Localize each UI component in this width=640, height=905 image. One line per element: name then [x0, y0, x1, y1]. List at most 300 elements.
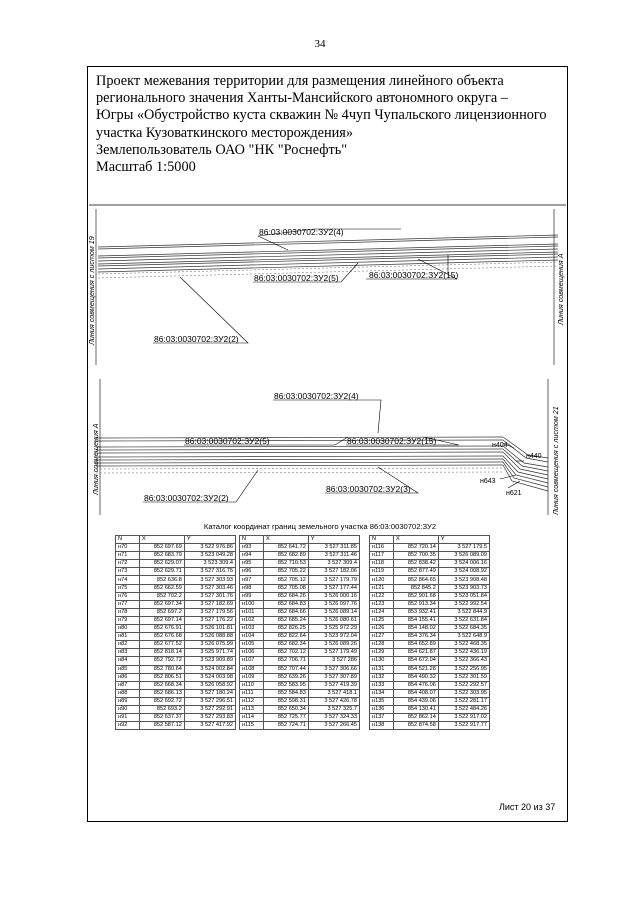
x-coordinate-cell: 852 583.95 [264, 681, 309, 689]
y-coordinate-cell: 3 522 303.95 [438, 689, 489, 697]
x-coordinate-cell: 852 650.34 [264, 705, 309, 713]
catalog-header-row [116, 536, 236, 544]
catalog-header-row [370, 536, 490, 544]
map-bottom [88, 375, 567, 518]
point-label-n621: н621 [506, 490, 522, 497]
table-row [370, 649, 490, 657]
table-row [240, 705, 360, 713]
left-edge-label-a: Линия совмещения А [91, 423, 100, 495]
point-id-cell: н78 [116, 608, 140, 616]
x-coordinate-cell: 852 705.12 [264, 576, 309, 584]
point-id-cell: н92 [116, 722, 140, 730]
point-id-cell: н106 [240, 649, 264, 657]
table-row [116, 714, 236, 722]
y-coordinate-cell: 3 526 101.81 [184, 625, 235, 633]
table-row [240, 592, 360, 600]
point-id-cell: н84 [116, 657, 140, 665]
x-coordinate-cell: 852 684.26 [264, 592, 309, 600]
point-id-cell: н103 [240, 625, 264, 633]
parcel-label-zu2-15: 86:03:0030702:ЗУ2(15) [369, 270, 459, 280]
y-coordinate-cell: 3 522 484.26 [438, 705, 489, 713]
catalog-header-cell: N [240, 536, 264, 544]
sheet-number: Лист 20 из 37 [499, 802, 556, 812]
x-coordinate-cell: 852 826.25 [264, 625, 309, 633]
table-row [240, 714, 360, 722]
y-coordinate-cell: 3 527 419.39 [308, 681, 359, 689]
table-row [240, 600, 360, 608]
point-id-cell: н114 [240, 714, 264, 722]
table-row [116, 625, 236, 633]
x-coordinate-cell: 854 155.41 [394, 616, 439, 624]
table-row [240, 608, 360, 616]
y-coordinate-cell: 3 526 080.61 [308, 616, 359, 624]
point-label-n643: н643 [480, 478, 496, 485]
table-row [370, 560, 490, 568]
catalog-header-row [240, 536, 360, 544]
table-row [116, 544, 236, 552]
table-row [370, 657, 490, 665]
x-coordinate-cell: 854 408.07 [394, 689, 439, 697]
y-coordinate-cell: 3 527 417.92 [184, 722, 235, 730]
x-coordinate-cell: 852 706.71 [264, 657, 309, 665]
parcel-label-zu2-15: 86:03:0030702:ЗУ2(15) [347, 436, 437, 446]
catalog-title: Каталог координат границ земельного участка 86:03:0030702:ЗУ2 [203, 522, 437, 531]
point-id-cell: н87 [116, 681, 140, 689]
x-coordinate-cell: 852 697.2 [140, 608, 185, 616]
y-coordinate-cell: 3 522 631.84 [438, 616, 489, 624]
table-row [116, 673, 236, 681]
y-coordinate-cell: 3 523 909.89 [184, 657, 235, 665]
y-coordinate-cell: 3 527 325.7 [308, 705, 359, 713]
table-row [370, 673, 490, 681]
y-coordinate-cell: 3 522 256.95 [438, 665, 489, 673]
y-coordinate-cell: 3 524 008.92 [438, 568, 489, 576]
y-coordinate-cell: 3 522 844.9 [438, 608, 489, 616]
x-coordinate-cell: 852 822.64 [264, 633, 309, 641]
x-coordinate-cell: 854 439.06 [394, 697, 439, 705]
x-coordinate-cell: 852 641.72 [264, 544, 309, 552]
point-id-cell: н120 [370, 576, 394, 584]
point-id-cell: н109 [240, 673, 264, 681]
y-coordinate-cell: 3 523 049.28 [184, 552, 235, 560]
point-id-cell: н74 [116, 576, 140, 584]
point-label-n440: н440 [526, 453, 542, 460]
point-id-cell: н117 [370, 552, 394, 560]
table-row [240, 560, 360, 568]
table-row [370, 705, 490, 713]
catalog-header-cell: X [140, 536, 185, 544]
x-coordinate-cell: 852 637.37 [140, 714, 185, 722]
table-row [240, 657, 360, 665]
x-coordinate-cell: 852 780.64 [140, 665, 185, 673]
x-coordinate-cell: 854 376.34 [394, 633, 439, 641]
point-id-cell: н86 [116, 673, 140, 681]
y-coordinate-cell: 3 527 179.5 [438, 544, 489, 552]
y-coordinate-cell: 3 527 182.06 [308, 568, 359, 576]
x-coordinate-cell: 852 818.14 [140, 649, 185, 657]
y-coordinate-cell: 3 524 003.98 [184, 673, 235, 681]
table-row [240, 665, 360, 673]
y-coordinate-cell: 3 527 296.51 [184, 697, 235, 705]
x-coordinate-cell: 852 697.14 [140, 616, 185, 624]
point-id-cell: н80 [116, 625, 140, 633]
x-coordinate-cell: 852 587.12 [140, 722, 185, 730]
y-coordinate-cell: 3 527 303.93 [184, 576, 235, 584]
x-coordinate-cell: 852 598.31 [264, 697, 309, 705]
table-row [240, 681, 360, 689]
x-coordinate-cell: 852 692.72 [140, 697, 185, 705]
y-coordinate-cell: 3 526 089.14 [308, 608, 359, 616]
header-line-4: участка Кузоваткинского месторождения» [96, 124, 353, 141]
table-row [370, 633, 490, 641]
x-coordinate-cell: 852 877.49 [394, 568, 439, 576]
y-coordinate-cell: 3 527 179.49 [308, 649, 359, 657]
point-id-cell: н129 [370, 649, 394, 657]
parcel-label-zu2-5: 86:03:0030702:ЗУ2(5) [254, 273, 339, 283]
y-coordinate-cell: 3 524 006.16 [438, 560, 489, 568]
y-coordinate-cell: 3 526 088.88 [184, 633, 235, 641]
catalog-header-cell: Y [438, 536, 489, 544]
point-id-cell: н118 [370, 560, 394, 568]
x-coordinate-cell: 852 838.42 [394, 560, 439, 568]
table-row [116, 722, 236, 730]
table-row [370, 697, 490, 705]
table-row [240, 576, 360, 584]
y-coordinate-cell: 3 522 992.54 [438, 600, 489, 608]
point-id-cell: н96 [240, 568, 264, 576]
table-row [370, 616, 490, 624]
y-coordinate-cell: 3 527 286 [308, 657, 359, 665]
point-id-cell: н104 [240, 633, 264, 641]
x-coordinate-cell: 852 693.2 [140, 705, 185, 713]
point-id-cell: н113 [240, 705, 264, 713]
point-id-cell: н122 [370, 592, 394, 600]
x-coordinate-cell: 852 684.66 [264, 608, 309, 616]
catalog-table-3 [369, 535, 490, 730]
point-id-cell: н107 [240, 657, 264, 665]
x-coordinate-cell: 852 874.58 [394, 722, 439, 730]
table-row [116, 568, 236, 576]
x-coordinate-cell: 852 676.68 [140, 633, 185, 641]
point-id-cell: н128 [370, 641, 394, 649]
point-id-cell: н82 [116, 641, 140, 649]
catalog-table-1 [115, 535, 236, 730]
point-id-cell: н116 [370, 544, 394, 552]
y-coordinate-cell: 3 524 002.84 [184, 665, 235, 673]
table-row [116, 681, 236, 689]
y-coordinate-cell: 3 527 177.44 [308, 584, 359, 592]
table-row [240, 722, 360, 730]
parcel-label-zu2-2: 86:03:0030702:ЗУ2(2) [154, 334, 239, 344]
y-coordinate-cell: 3 527 307.89 [308, 673, 359, 681]
point-id-cell: н83 [116, 649, 140, 657]
point-id-cell: н95 [240, 560, 264, 568]
point-id-cell: н102 [240, 616, 264, 624]
table-row [370, 584, 490, 592]
point-id-cell: н130 [370, 657, 394, 665]
y-coordinate-cell: 3 527 311.46 [308, 552, 359, 560]
x-coordinate-cell: 852 697.34 [140, 600, 185, 608]
table-row [370, 714, 490, 722]
point-id-cell: н77 [116, 600, 140, 608]
x-coordinate-cell: 852 662.59 [140, 584, 185, 592]
y-coordinate-cell: 3 527 311.85 [308, 544, 359, 552]
table-row [116, 560, 236, 568]
table-row [370, 689, 490, 697]
table-row [240, 552, 360, 560]
y-coordinate-cell: 3 527 316.75 [184, 568, 235, 576]
x-coordinate-cell: 854 148.02 [394, 625, 439, 633]
y-coordinate-cell: 3 525 972.29 [308, 625, 359, 633]
point-id-cell: н115 [240, 722, 264, 730]
x-coordinate-cell: 852 705.08 [264, 584, 309, 592]
point-id-cell: н91 [116, 714, 140, 722]
table-row [370, 722, 490, 730]
point-id-cell: н123 [370, 600, 394, 608]
map-top [88, 205, 567, 370]
x-coordinate-cell: 852 792.72 [140, 657, 185, 665]
x-coordinate-cell: 854 490.32 [394, 673, 439, 681]
point-id-cell: н89 [116, 697, 140, 705]
y-coordinate-cell: 3 526 000.16 [308, 592, 359, 600]
scale-line: Масштаб 1:5000 [96, 159, 196, 176]
x-coordinate-cell: 852 700.35 [394, 552, 439, 560]
point-id-cell: н105 [240, 641, 264, 649]
x-coordinate-cell: 852 724.71 [264, 722, 309, 730]
point-id-cell: н71 [116, 552, 140, 560]
point-id-cell: н73 [116, 568, 140, 576]
y-coordinate-cell: 3 527 176.22 [184, 616, 235, 624]
point-id-cell: н88 [116, 689, 140, 697]
table-row [370, 681, 490, 689]
point-id-cell: н94 [240, 552, 264, 560]
table-row [240, 649, 360, 657]
x-coordinate-cell: 852 684.83 [264, 600, 309, 608]
header-line-2: регионального значения Ханты-Мансийского автономного округа – [96, 90, 508, 107]
table-row [116, 576, 236, 584]
y-coordinate-cell: 3 526 089.26 [308, 641, 359, 649]
point-id-cell: н76 [116, 592, 140, 600]
y-coordinate-cell: 3 523 309.4 [184, 560, 235, 568]
point-id-cell: н135 [370, 697, 394, 705]
y-coordinate-cell: 3 526 058.92 [184, 681, 235, 689]
header-line-1: Проект межевания территории для размещения линейного объекта [96, 73, 504, 89]
table-row [240, 641, 360, 649]
y-coordinate-cell: 3 527 418.1 [308, 689, 359, 697]
x-coordinate-cell: 852 584.83 [264, 689, 309, 697]
catalog-header-cell: X [264, 536, 309, 544]
point-id-cell: н70 [116, 544, 140, 552]
table-row [370, 625, 490, 633]
parcel-label-zu2-3: 86:03:0030702:ЗУ2(3) [326, 484, 411, 494]
point-id-cell: н121 [370, 584, 394, 592]
point-id-cell: н72 [116, 560, 140, 568]
table-row [240, 673, 360, 681]
y-coordinate-cell: 3 527 303.46 [184, 584, 235, 592]
point-id-cell: н124 [370, 608, 394, 616]
table-row [116, 657, 236, 665]
y-coordinate-cell: 3 527 306.66 [308, 665, 359, 673]
x-coordinate-cell: 852 668.34 [140, 681, 185, 689]
point-id-cell: н111 [240, 689, 264, 697]
table-row [370, 568, 490, 576]
point-id-cell: н127 [370, 633, 394, 641]
y-coordinate-cell: 3 522 917.77 [438, 722, 489, 730]
table-row [116, 641, 236, 649]
parcel-label-zu2-4: 86:03:0030702:ЗУ2(4) [274, 391, 359, 401]
right-edge-label-a: Линия совмещения А [556, 253, 565, 325]
table-row [370, 592, 490, 600]
y-coordinate-cell: 3 526 075.99 [184, 641, 235, 649]
parcel-label-zu2-2: 86:03:0030702:ЗУ2(2) [144, 493, 229, 503]
table-row [240, 568, 360, 576]
y-coordinate-cell: 3 523 908.48 [438, 576, 489, 584]
table-row [370, 552, 490, 560]
catalog-table-2 [239, 535, 360, 730]
table-row [370, 608, 490, 616]
point-id-cell: н112 [240, 697, 264, 705]
table-row [116, 689, 236, 697]
x-coordinate-cell: 852 677.52 [140, 641, 185, 649]
point-id-cell: н138 [370, 722, 394, 730]
x-coordinate-cell: 852 697.69 [140, 544, 185, 552]
x-coordinate-cell: 852 636.8 [140, 576, 185, 584]
point-id-cell: н125 [370, 616, 394, 624]
y-coordinate-cell: 3 522 301.59 [438, 673, 489, 681]
y-coordinate-cell: 3 522 684.35 [438, 625, 489, 633]
table-row [240, 544, 360, 552]
catalog-header-cell: Y [184, 536, 235, 544]
y-coordinate-cell: 3 527 293.83 [184, 714, 235, 722]
point-id-cell: н132 [370, 673, 394, 681]
y-coordinate-cell: 3 527 179.56 [184, 608, 235, 616]
x-coordinate-cell: 854 130.41 [394, 705, 439, 713]
x-coordinate-cell: 852 629.07 [140, 560, 185, 568]
x-coordinate-cell: 852 845.2 [394, 584, 439, 592]
y-coordinate-cell: 3 527 180.24 [184, 689, 235, 697]
y-coordinate-cell: 3 527 292.91 [184, 705, 235, 713]
point-id-cell: н131 [370, 665, 394, 673]
left-edge-label-sheet-19: Линия совмещения с листом 19 [87, 236, 96, 345]
catalog-header-cell: N [370, 536, 394, 544]
point-id-cell: н133 [370, 681, 394, 689]
point-id-cell: н108 [240, 665, 264, 673]
table-row [240, 689, 360, 697]
catalog-header-cell: N [116, 536, 140, 544]
table-row [116, 552, 236, 560]
point-id-cell: н79 [116, 616, 140, 624]
y-coordinate-cell: 3 522 648.9 [438, 633, 489, 641]
y-coordinate-cell: 3 527 324.33 [308, 714, 359, 722]
y-coordinate-cell: 3 522 917.02 [438, 714, 489, 722]
table-row [116, 649, 236, 657]
y-coordinate-cell: 3 527 266.45 [308, 722, 359, 730]
x-coordinate-cell: 852 676.91 [140, 625, 185, 633]
table-row [116, 665, 236, 673]
point-id-cell: н98 [240, 584, 264, 592]
x-coordinate-cell: 852 683.79 [140, 552, 185, 560]
point-id-cell: н110 [240, 681, 264, 689]
point-id-cell: н93 [240, 544, 264, 552]
point-id-cell: н100 [240, 600, 264, 608]
x-coordinate-cell: 852 913.34 [394, 600, 439, 608]
y-coordinate-cell: 3 522 468.35 [438, 641, 489, 649]
point-id-cell: н136 [370, 705, 394, 713]
x-coordinate-cell: 852 629.71 [140, 568, 185, 576]
page-number: 34 [314, 38, 326, 50]
x-coordinate-cell: 852 702.2 [140, 592, 185, 600]
point-id-cell: н137 [370, 714, 394, 722]
y-coordinate-cell: 3 523 972.04 [308, 633, 359, 641]
x-coordinate-cell: 852 639.26 [264, 673, 309, 681]
y-coordinate-cell: 3 522 281.17 [438, 697, 489, 705]
table-row [370, 600, 490, 608]
right-edge-label-sheet-21: Линия совмещения с листом 21 [551, 406, 560, 515]
y-coordinate-cell: 3 525 971.74 [184, 649, 235, 657]
y-coordinate-cell: 3 526 089.09 [438, 552, 489, 560]
x-coordinate-cell: 853 932.41 [394, 608, 439, 616]
point-id-cell: н119 [370, 568, 394, 576]
y-coordinate-cell: 3 522 292.57 [438, 681, 489, 689]
table-row [370, 544, 490, 552]
table-row [116, 584, 236, 592]
x-coordinate-cell: 854 476.06 [394, 681, 439, 689]
x-coordinate-cell: 852 686.13 [140, 689, 185, 697]
point-id-cell: н134 [370, 689, 394, 697]
point-id-cell: н97 [240, 576, 264, 584]
catalog-header-cell: Y [308, 536, 359, 544]
y-coordinate-cell: 3 522 976.86 [184, 544, 235, 552]
x-coordinate-cell: 852 707.44 [264, 665, 309, 673]
x-coordinate-cell: 852 720.14 [394, 544, 439, 552]
x-coordinate-cell: 854 672.04 [394, 657, 439, 665]
point-label-n404: н404 [492, 442, 508, 449]
y-coordinate-cell: 3 527 179.79 [308, 576, 359, 584]
parcel-label-zu2-5: 86:03:0030702:ЗУ2(5) [185, 436, 270, 446]
table-row [240, 584, 360, 592]
table-row [116, 616, 236, 624]
point-id-cell: н75 [116, 584, 140, 592]
y-coordinate-cell: 3 527 426.78 [308, 697, 359, 705]
table-row [370, 665, 490, 673]
table-row [370, 641, 490, 649]
table-row [370, 576, 490, 584]
point-id-cell: н81 [116, 633, 140, 641]
point-id-cell: н90 [116, 705, 140, 713]
x-coordinate-cell: 854 621.87 [394, 649, 439, 657]
table-row [116, 697, 236, 705]
point-id-cell: н126 [370, 625, 394, 633]
table-row [116, 608, 236, 616]
y-coordinate-cell: 3 526 097.76 [308, 600, 359, 608]
x-coordinate-cell: 852 702.12 [264, 649, 309, 657]
y-coordinate-cell: 3 522 366.43 [438, 657, 489, 665]
y-coordinate-cell: 3 527 301.76 [184, 592, 235, 600]
parcel-label-zu2-4: 86:03:0030702:ЗУ2(4) [259, 227, 344, 237]
point-id-cell: н85 [116, 665, 140, 673]
point-id-cell: н99 [240, 592, 264, 600]
document-header [96, 73, 566, 176]
x-coordinate-cell: 854 652.89 [394, 641, 439, 649]
x-coordinate-cell: 852 705.22 [264, 568, 309, 576]
x-coordinate-cell: 852 685.24 [264, 616, 309, 624]
y-coordinate-cell: 3 527 182.69 [184, 600, 235, 608]
land-user-line: Землепользователь ОАО "НК "Роснефть" [96, 141, 348, 158]
table-row [240, 633, 360, 641]
y-coordinate-cell: 3 523 051.84 [438, 592, 489, 600]
x-coordinate-cell: 854 521.28 [394, 665, 439, 673]
y-coordinate-cell: 3 527 309.4 [308, 560, 359, 568]
